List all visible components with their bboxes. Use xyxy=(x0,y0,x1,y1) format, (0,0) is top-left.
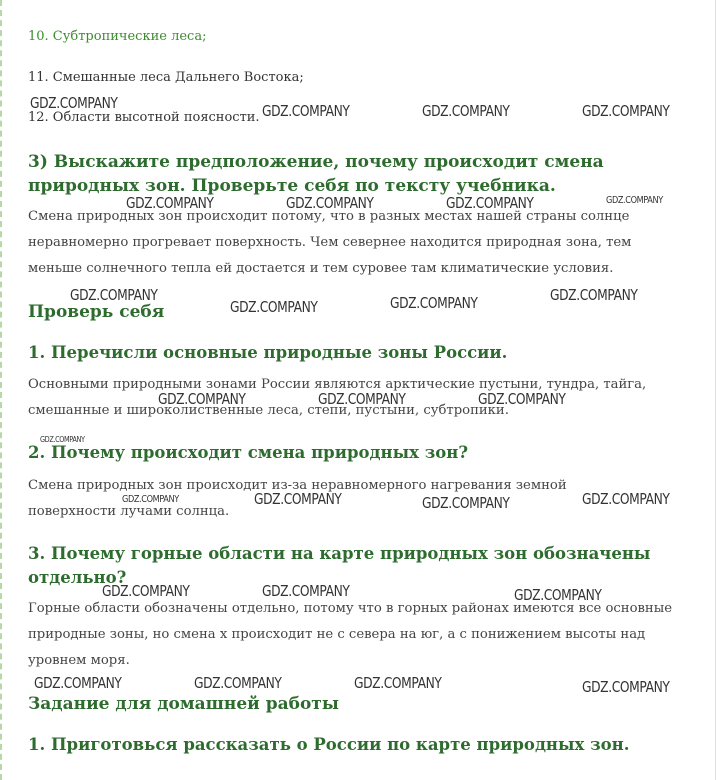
list-item-11: 11. Смешанные леса Дальнего Востока; xyxy=(28,70,304,85)
watermark: GDZ.COMPANY xyxy=(70,286,158,304)
watermark: GDZ.COMPANY xyxy=(30,94,118,112)
check-yourself-heading: Проверь себя xyxy=(28,302,165,322)
watermark: GDZ.COMPANY xyxy=(262,582,350,600)
question2-heading: 2. Почему происходит смена природных зон? xyxy=(28,443,468,462)
watermark: GDZ.COMPANY xyxy=(354,674,442,692)
watermark: GDZ.COMPANY xyxy=(286,194,374,212)
watermark: GDZ.COMPANY xyxy=(40,435,85,444)
watermark: GDZ.COMPANY xyxy=(230,298,318,316)
watermark: GDZ.COMPANY xyxy=(318,390,406,408)
question2-answer: Смена природных зон происходит из-за неравномерного нагревания земной поверхности лучами солнца. xyxy=(28,478,567,519)
task3-heading: 3) Выскажите предположение, почему происходит смена природных зон. Проверьте себя по тексту учебника. xyxy=(28,152,604,196)
watermark: GDZ.COMPANY xyxy=(254,490,342,508)
list-item-10: 10. Субтропические леса; xyxy=(28,29,207,44)
task3-text: Смена природных зон происходит потому, что в разных местах нашей страны солнце неравномерно прогревает поверхность. Чем севернее находится природная зона, тем меньше солнечного тепла ей достается и тем суровее там климатические условия. xyxy=(28,209,632,276)
watermark: GDZ.COMPANY xyxy=(122,494,179,505)
homework-task1-heading: 1. Приготовься рассказать о России по карте природных зон. xyxy=(28,735,630,754)
watermark: GDZ.COMPANY xyxy=(262,102,350,120)
watermark: GDZ.COMPANY xyxy=(34,674,122,692)
watermark: GDZ.COMPANY xyxy=(582,490,670,508)
watermark: GDZ.COMPANY xyxy=(582,102,670,120)
watermark: GDZ.COMPANY xyxy=(606,195,663,206)
watermark: GDZ.COMPANY xyxy=(158,390,246,408)
page-border-left xyxy=(0,0,6,780)
watermark: GDZ.COMPANY xyxy=(194,674,282,692)
watermark: GDZ.COMPANY xyxy=(446,194,534,212)
watermark: GDZ.COMPANY xyxy=(550,286,638,304)
watermark: GDZ.COMPANY xyxy=(126,194,214,212)
watermark: GDZ.COMPANY xyxy=(390,294,478,312)
list-item-12: 12. Области высотной поясности. xyxy=(28,110,260,125)
question3-heading: 3. Почему горные области на карте природных зон обозначены отдельно? xyxy=(28,544,651,587)
watermark: GDZ.COMPANY xyxy=(422,494,510,512)
watermark: GDZ.COMPANY xyxy=(582,678,670,696)
watermark: GDZ.COMPANY xyxy=(102,582,190,600)
watermark: GDZ.COMPANY xyxy=(422,102,510,120)
question3-answer: Горные области обозначены отдельно, потому что в горных районах имеются все основные природные зоны, но смена х происходит не с севера на юг, а с понижением высоты над уровнем моря. xyxy=(28,601,673,668)
watermark: GDZ.COMPANY xyxy=(478,390,566,408)
watermark: GDZ.COMPANY xyxy=(514,586,602,604)
question1-answer: Основными природными зонами России являются арктические пустыни, тундра, тайга, смешанные и широколиственные леса, степи, пустыни, субтропики. xyxy=(28,377,647,418)
question1-heading: 1. Перечисли основные природные зоны России. xyxy=(28,343,508,362)
homework-heading: Задание для домашней работы xyxy=(28,694,339,714)
